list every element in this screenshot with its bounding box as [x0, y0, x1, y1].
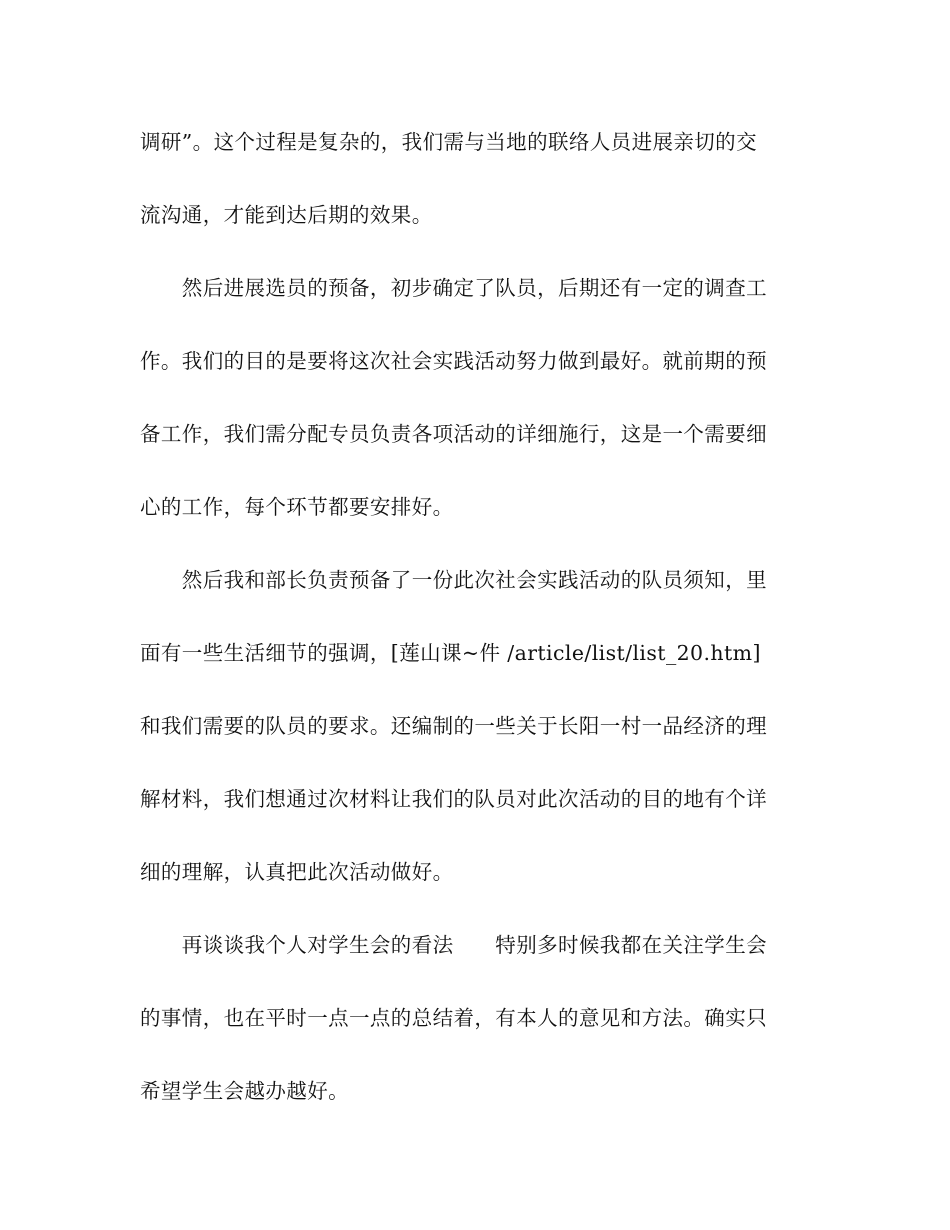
text-line: 心的工作，每个环节都要安排好。	[140, 495, 454, 519]
text-line: 然后进展选员的预备，初步确定了队员，后期还有一定的调查工	[140, 276, 767, 300]
text-line: 面有一些生活细节的强调，[莲山课~件 /article/list/list_20.htm]	[140, 641, 761, 665]
text-line: 细的理解，认真把此次活动做好。	[140, 860, 454, 884]
text-line: 作。我们的目的是要将这次社会实践活动努力做到最好。就前期的预	[140, 349, 767, 373]
text-line: 然后我和部长负责预备了一份此次社会实践活动的队员须知，里	[140, 568, 767, 592]
text-line: 和我们需要的队员的要求。还编制的一些关于长阳一村一品经济的理	[140, 714, 767, 738]
text-line: 的事情，也在平时一点一点的总结着，有本人的意见和方法。确实只	[140, 1006, 767, 1030]
text-line: 备工作，我们需分配专员负责各项活动的详细施行，这是一个需要细	[140, 422, 767, 446]
text-line: 流沟通，才能到达后期的效果。	[140, 203, 433, 227]
text-line: 调研”。这个过程是复杂的，我们需与当地的联络人员进展亲切的交	[140, 130, 757, 154]
text-line: 希望学生会越办越好。	[140, 1079, 349, 1103]
text-line: 解材料，我们想通过次材料让我们的队员对此次活动的目的地有个详	[140, 787, 767, 811]
text-line: 再谈谈我个人对学生会的看法 特别多时候我都在关注学生会	[140, 933, 767, 957]
document-body	[140, 122, 805, 1111]
